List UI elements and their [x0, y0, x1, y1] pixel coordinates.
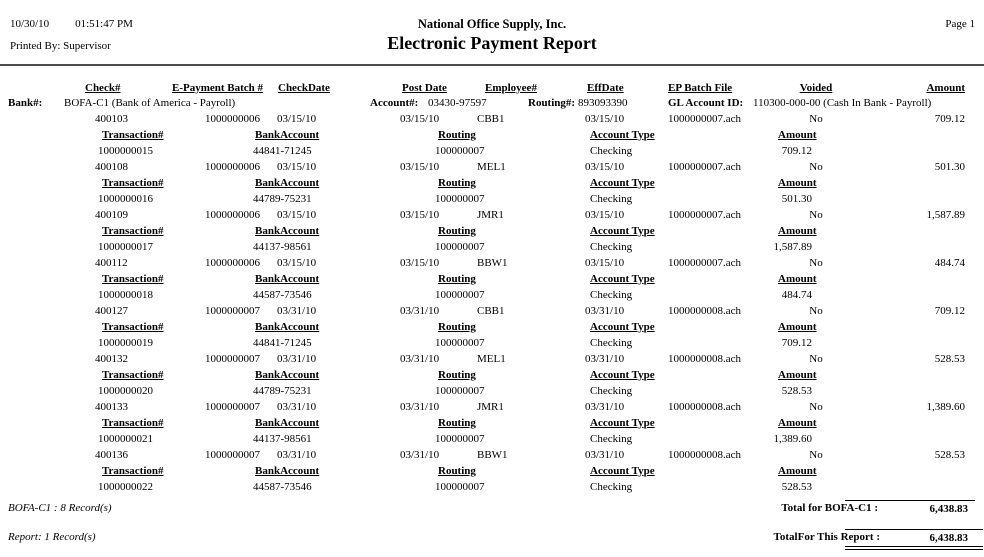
- voided-flag: No: [809, 257, 823, 269]
- col-check-number: Check#: [85, 82, 121, 94]
- sub-amount: 501.30: [781, 193, 812, 205]
- sub-col-amount: Amount: [778, 225, 817, 237]
- col-eff-date: EffDate: [587, 82, 624, 94]
- payment-main-line: [0, 401, 984, 417]
- sub-col-amount: Amount: [778, 321, 817, 333]
- printed-by-label: Printed By:: [10, 40, 61, 52]
- post-date: 03/31/10: [400, 305, 440, 317]
- epayment-batch: 1000000007: [205, 353, 260, 365]
- ep-batch-file: 1000000008.ach: [668, 401, 742, 413]
- payment-main-line: [0, 353, 984, 369]
- gl-account-id-label: GL Account ID:: [668, 97, 744, 109]
- ep-batch-file: 1000000007.ach: [668, 209, 742, 221]
- employee-id: CBB1: [477, 113, 505, 125]
- post-date: 03/31/10: [400, 353, 440, 365]
- bank-total-label: Total for BOFA-C1 :: [781, 502, 878, 514]
- bank-record-count: BOFA-C1 : 8 Record(s): [8, 502, 112, 514]
- page-number: Page 1: [945, 18, 975, 30]
- sub-col-routing: Routing: [438, 465, 476, 477]
- payment-main-line: [0, 113, 984, 129]
- sub-col-amount: Amount: [778, 177, 817, 189]
- payment-amount: 1,587.89: [926, 209, 965, 221]
- col-epayment-batch: E-Payment Batch #: [172, 82, 264, 94]
- payment-row: [0, 449, 984, 497]
- payment-main-line: [0, 209, 984, 225]
- sub-header-line: [0, 321, 984, 337]
- eff-date: 03/15/10: [585, 209, 625, 221]
- payment-amount: 709.12: [934, 305, 965, 317]
- bank-account: 44137-98561: [253, 241, 312, 253]
- bank-account: 44789-75231: [253, 193, 312, 205]
- ep-batch-file: 1000000008.ach: [668, 305, 742, 317]
- epayment-batch: 1000000006: [205, 161, 260, 173]
- account-type: Checking: [590, 289, 633, 301]
- sub-col-bank-account: BankAccount: [255, 273, 320, 285]
- sub-amount: 484.74: [781, 289, 812, 301]
- account-type: Checking: [590, 385, 633, 397]
- eff-date: 03/31/10: [585, 401, 625, 413]
- report-total-label: TotalFor This Report :: [773, 531, 880, 543]
- payment-row: [0, 113, 984, 161]
- sub-header-line: [0, 465, 984, 481]
- gl-account-id-value: 110300-000-00 (Cash In Bank - Payroll): [753, 97, 932, 109]
- sub-value-line: [0, 289, 984, 305]
- check-number: 400109: [95, 209, 128, 221]
- sub-col-transaction: Transaction#: [102, 465, 164, 477]
- sub-col-bank-account: BankAccount: [255, 177, 320, 189]
- bank-name: BOFA-C1 (Bank of America - Payroll): [64, 97, 236, 109]
- bank-account: 44587-73546: [253, 481, 312, 493]
- col-ep-batch-file: EP Batch File: [668, 82, 733, 94]
- sub-value-line: [0, 145, 984, 161]
- payment-row: [0, 257, 984, 305]
- ep-batch-file: 1000000007.ach: [668, 257, 742, 269]
- account-type: Checking: [590, 145, 633, 157]
- voided-flag: No: [809, 449, 823, 461]
- sub-value-line: [0, 193, 984, 209]
- transaction-number: 1000000022: [98, 481, 153, 493]
- post-date: 03/31/10: [400, 449, 440, 461]
- bank-account-number: 03430-97597: [428, 97, 487, 109]
- check-number: 400127: [95, 305, 128, 317]
- ep-batch-file: 1000000007.ach: [668, 161, 742, 173]
- header-rule: [0, 64, 984, 66]
- employee-id: JMR1: [477, 401, 504, 413]
- ep-batch-file: 1000000007.ach: [668, 113, 742, 125]
- sub-amount: 528.53: [781, 481, 812, 493]
- check-date: 03/31/10: [277, 305, 317, 317]
- payment-amount: 528.53: [934, 449, 965, 461]
- sub-col-account-type: Account Type: [590, 321, 655, 333]
- sub-value-line: [0, 385, 984, 401]
- rows: [0, 113, 984, 497]
- sub-col-routing: Routing: [438, 177, 476, 189]
- transaction-number: 1000000017: [98, 241, 153, 253]
- bank-total-rule: [845, 500, 975, 501]
- payment-main-line: [0, 257, 984, 273]
- epayment-batch: 1000000007: [205, 305, 260, 317]
- col-amount-label: Amount: [926, 82, 965, 94]
- printed-by-value: Supervisor: [63, 40, 111, 52]
- sub-col-transaction: Transaction#: [102, 273, 164, 285]
- bank-account: 44841-71245: [253, 145, 312, 157]
- sub-col-bank-account: BankAccount: [255, 321, 320, 333]
- sub-col-amount: Amount: [778, 465, 817, 477]
- sub-col-transaction: Transaction#: [102, 321, 164, 333]
- col-post-date: Post Date: [402, 82, 447, 94]
- check-date: 03/31/10: [277, 353, 317, 365]
- account-type: Checking: [590, 241, 633, 253]
- employee-id: CBB1: [477, 305, 505, 317]
- sub-col-account-type: Account Type: [590, 177, 655, 189]
- account-type: Checking: [590, 193, 633, 205]
- post-date: 03/15/10: [400, 209, 440, 221]
- report-total-amount: 6,438.83: [929, 532, 968, 544]
- employee-id: MEL1: [477, 353, 506, 365]
- check-date: 03/15/10: [277, 161, 317, 173]
- transaction-number: 1000000021: [98, 433, 153, 445]
- account-type: Checking: [590, 433, 633, 445]
- sub-value-line: [0, 337, 984, 353]
- check-date: 03/15/10: [277, 257, 317, 269]
- payment-amount: 501.30: [934, 161, 965, 173]
- sub-col-transaction: Transaction#: [102, 129, 164, 141]
- bank-account-label: Account#:: [370, 97, 419, 109]
- sub-header-line: [0, 273, 984, 289]
- sub-col-amount: Amount: [778, 273, 817, 285]
- eff-date: 03/31/10: [585, 449, 625, 461]
- eff-date: 03/15/10: [585, 161, 625, 173]
- eff-date: 03/15/10: [585, 257, 625, 269]
- ep-batch-file: 1000000008.ach: [668, 449, 742, 461]
- bank-group-row: [0, 97, 984, 113]
- bank-number-label: Bank#:: [8, 97, 43, 109]
- check-number: 400133: [95, 401, 128, 413]
- employee-id: JMR1: [477, 209, 504, 221]
- bank-account: 44587-73546: [253, 289, 312, 301]
- sub-header-line: [0, 225, 984, 241]
- payment-main-line: [0, 449, 984, 465]
- employee-id: BBW1: [477, 257, 508, 269]
- col-amount: [880, 82, 965, 94]
- voided-flag: No: [809, 161, 823, 173]
- sub-col-routing: Routing: [438, 225, 476, 237]
- sub-col-amount: Amount: [778, 129, 817, 141]
- post-date: 03/15/10: [400, 161, 440, 173]
- sub-col-account-type: Account Type: [590, 369, 655, 381]
- transaction-number: 1000000015: [98, 145, 153, 157]
- bank-routing-number: 893093390: [578, 97, 628, 109]
- sub-col-amount: Amount: [778, 417, 817, 429]
- routing-number: 100000007: [435, 433, 485, 445]
- sub-col-account-type: Account Type: [590, 417, 655, 429]
- epayment-batch: 1000000006: [205, 113, 260, 125]
- payment-row: [0, 209, 984, 257]
- report-total-double-rule: [845, 546, 983, 550]
- check-date: 03/15/10: [277, 113, 317, 125]
- payment-amount: 528.53: [934, 353, 965, 365]
- voided-flag: No: [809, 353, 823, 365]
- routing-number: 100000007: [435, 337, 485, 349]
- employee-id: MEL1: [477, 161, 506, 173]
- bank-routing-label: Routing#:: [528, 97, 576, 109]
- account-type: Checking: [590, 337, 633, 349]
- payment-amount: 484.74: [934, 257, 965, 269]
- transaction-number: 1000000020: [98, 385, 153, 397]
- col-check-date: CheckDate: [278, 82, 330, 94]
- routing-number: 100000007: [435, 481, 485, 493]
- employee-id: BBW1: [477, 449, 508, 461]
- sub-col-account-type: Account Type: [590, 225, 655, 237]
- routing-number: 100000007: [435, 193, 485, 205]
- eff-date: 03/31/10: [585, 305, 625, 317]
- voided-flag: No: [809, 113, 823, 125]
- check-date: 03/31/10: [277, 401, 317, 413]
- sub-col-bank-account: BankAccount: [255, 225, 320, 237]
- epayment-batch: 1000000006: [205, 209, 260, 221]
- payment-amount: 1,389.60: [926, 401, 965, 413]
- epayment-batch: 1000000007: [205, 401, 260, 413]
- sub-col-amount: Amount: [778, 369, 817, 381]
- sub-col-bank-account: BankAccount: [255, 465, 320, 477]
- routing-number: 100000007: [435, 241, 485, 253]
- sub-col-routing: Routing: [438, 321, 476, 333]
- check-number: 400103: [95, 113, 128, 125]
- sub-header-line: [0, 369, 984, 385]
- check-date: 03/31/10: [277, 449, 317, 461]
- sub-col-transaction: Transaction#: [102, 177, 164, 189]
- sub-col-transaction: Transaction#: [102, 417, 164, 429]
- post-date: 03/31/10: [400, 401, 440, 413]
- sub-amount: 1,587.89: [773, 241, 812, 253]
- print-time: 01:51:47 PM: [75, 18, 133, 30]
- payment-row: [0, 161, 984, 209]
- sub-header-line: [0, 177, 984, 193]
- post-date: 03/15/10: [400, 113, 440, 125]
- company-name: National Office Supply, Inc.: [417, 17, 567, 31]
- check-number: 400108: [95, 161, 128, 173]
- col-voided-label: Voided: [799, 82, 833, 94]
- routing-number: 100000007: [435, 145, 485, 157]
- bank-account: 44789-75231: [253, 385, 312, 397]
- epayment-batch: 1000000007: [205, 449, 260, 461]
- eff-date: 03/31/10: [585, 353, 625, 365]
- payment-row: [0, 305, 984, 353]
- account-type: Checking: [590, 481, 633, 493]
- sub-col-routing: Routing: [438, 129, 476, 141]
- epayment-batch: 1000000006: [205, 257, 260, 269]
- report-title: Electronic Payment Report: [387, 33, 597, 53]
- transaction-number: 1000000019: [98, 337, 153, 349]
- payment-row: [0, 353, 984, 401]
- sub-col-transaction: Transaction#: [102, 369, 164, 381]
- payment-main-line: [0, 305, 984, 321]
- check-number: 400112: [95, 257, 128, 269]
- routing-number: 100000007: [435, 289, 485, 301]
- voided-flag: No: [809, 209, 823, 221]
- bank-total-amount: 6,438.83: [929, 503, 968, 515]
- payment-row: [0, 401, 984, 449]
- sub-col-account-type: Account Type: [590, 273, 655, 285]
- sub-header-line: [0, 129, 984, 145]
- sub-amount: 709.12: [781, 337, 812, 349]
- sub-amount: 709.12: [781, 145, 812, 157]
- report-total-rule: [845, 529, 983, 530]
- sub-col-account-type: Account Type: [590, 465, 655, 477]
- col-voided: [790, 82, 842, 94]
- sub-value-line: [0, 241, 984, 257]
- transaction-number: 1000000018: [98, 289, 153, 301]
- payment-main-line: [0, 161, 984, 177]
- sub-col-routing: Routing: [438, 273, 476, 285]
- sub-amount: 528.53: [781, 385, 812, 397]
- routing-number: 100000007: [435, 385, 485, 397]
- check-number: 400132: [95, 353, 128, 365]
- eff-date: 03/15/10: [585, 113, 625, 125]
- sub-col-transaction: Transaction#: [102, 225, 164, 237]
- sub-col-account-type: Account Type: [590, 129, 655, 141]
- sub-col-routing: Routing: [438, 369, 476, 381]
- bank-account: 44841-71245: [253, 337, 312, 349]
- check-date: 03/15/10: [277, 209, 317, 221]
- sub-amount: 1,389.60: [773, 433, 812, 445]
- sub-col-bank-account: BankAccount: [255, 129, 320, 141]
- col-employee: Employee#: [485, 82, 537, 94]
- ep-batch-file: 1000000008.ach: [668, 353, 742, 365]
- transaction-number: 1000000016: [98, 193, 153, 205]
- print-date: 10/30/10: [10, 18, 50, 30]
- sub-col-bank-account: BankAccount: [255, 417, 320, 429]
- sub-header-line: [0, 417, 984, 433]
- voided-flag: No: [809, 401, 823, 413]
- sub-col-routing: Routing: [438, 417, 476, 429]
- check-number: 400136: [95, 449, 128, 461]
- voided-flag: No: [809, 305, 823, 317]
- sub-value-line: [0, 433, 984, 449]
- report-record-count: Report: 1 Record(s): [8, 531, 96, 543]
- bank-account: 44137-98561: [253, 433, 312, 445]
- sub-value-line: [0, 481, 984, 497]
- sub-col-bank-account: BankAccount: [255, 369, 320, 381]
- payment-amount: 709.12: [934, 113, 965, 125]
- column-header-row: [0, 82, 984, 98]
- post-date: 03/15/10: [400, 257, 440, 269]
